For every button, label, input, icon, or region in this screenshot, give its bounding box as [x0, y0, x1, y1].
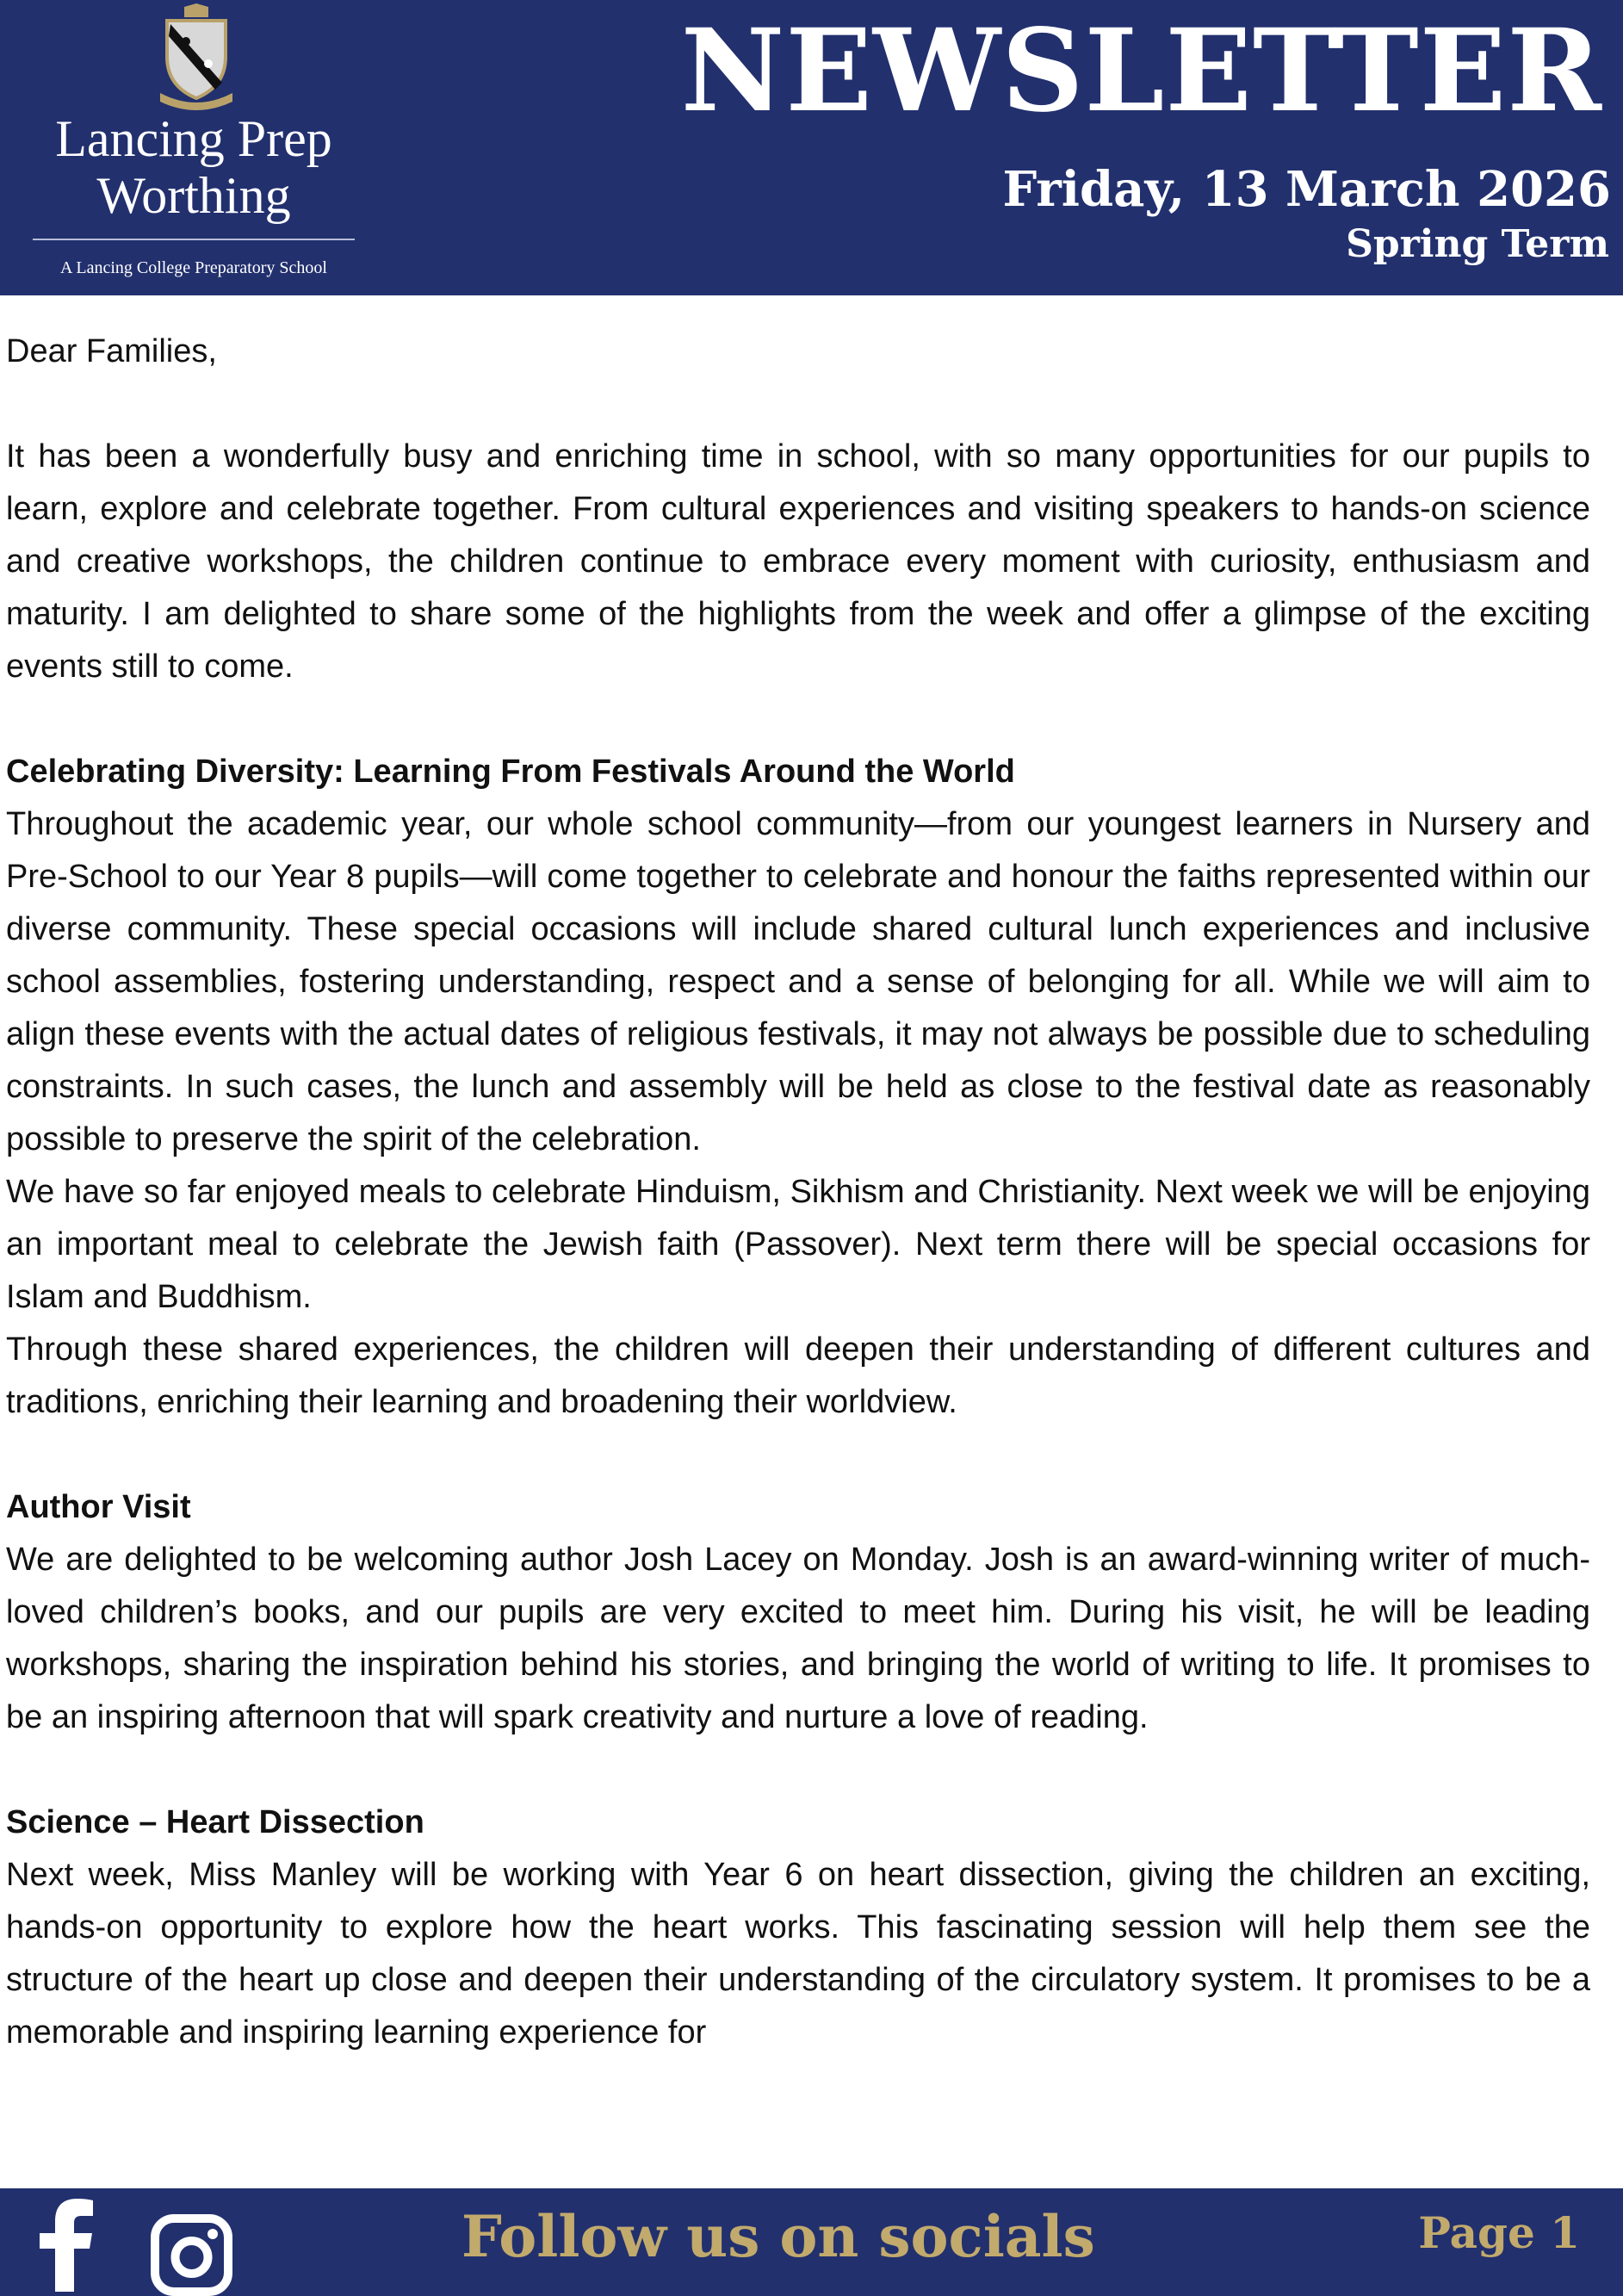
section-paragraph: Throughout the academic year, our whole school community—from our youngest learners in Nursery and Pre-School to our Year 8 pupils—will come together to celebrate and honour the faiths represented within our diverse community. These special occasions will include shared cultural lunch experiences and inclusive school assemblies, fostering understanding, respect and a sense of belonging for all. While we will aim to align these events with the actual dates of religious festivals, it may not always be possible due to scheduling constraints. In such cases, the lunch and assembly will be held as close to the festival date as reasonably possible to preserve the spirit of the celebration.	[6, 806, 1590, 1157]
newsletter-title: NEWSLETTER	[680, 4, 1602, 138]
intro-paragraph: It has been a wonderfully busy and enriching time in school, with so many opportunities for our pupils to learn, explore and celebrate together. From cultural experiences and visiting speakers to hands-on science and creative workshops, the children continue to embrace every moment with curiosity, enthusiasm and maturity. I am delighted to share some of the highlights from the week and offer a glimpse of the exciting events still to come.	[6, 438, 1590, 685]
section-heading-science: Science – Heart Dissection	[6, 1804, 424, 1840]
school-name: Lancing Prep Worthing	[55, 110, 332, 224]
newsletter-term: Spring Term	[1346, 222, 1609, 266]
school-crest-logo	[155, 3, 238, 110]
school-subtitle: A Lancing College Preparatory School	[60, 258, 327, 277]
follow-us-text: Follow us on socials	[462, 2203, 1095, 2270]
newsletter-header	[0, 0, 1623, 295]
instagram-icon[interactable]	[151, 2214, 232, 2296]
section-paragraph: Through these shared experiences, the children will deepen their understanding of different cultures and traditions, enriching their learning and broadening their worldview.	[6, 1331, 1590, 1420]
logo-divider	[33, 239, 355, 240]
facebook-icon[interactable]	[36, 2197, 96, 2292]
section-paragraph: We have so far enjoyed meals to celebrate Hinduism, Sikhism and Christianity. Next week we will be enjoying an important meal to celebrate the Jewish faith (Passover). Next term there will be special occasions for Islam and Buddhism.	[6, 1174, 1590, 1315]
newsletter-date: Friday, 13 March 2026	[1002, 161, 1611, 218]
spacer	[6, 378, 1590, 431]
greeting: Dear Families,	[6, 333, 217, 369]
section-heading-author-visit: Author Visit	[6, 1489, 191, 1525]
page-number: Page 1	[1418, 2207, 1580, 2258]
spacer	[6, 1429, 1590, 1481]
section-paragraph: We are delighted to be welcoming author Josh Lacey on Monday. Josh is an award-winning writer of much-loved children’s books, and our pupils are very excited to meet him. During his visit, he will be leading workshops, sharing the inspiration behind his stories, and bringing the world of writing to life. It promises to be an inspiring afternoon that will spark creativity and nurture a love of reading.	[6, 1542, 1590, 1735]
newsletter-footer	[0, 2188, 1623, 2296]
spacer	[6, 693, 1590, 746]
spacer	[6, 1744, 1590, 1796]
section-paragraph: Next week, Miss Manley will be working with Year 6 on heart dissection, giving the children an exciting, hands-on opportunity to explore how the heart works. This fascinating session will help them see the structure of the heart up close and deepen their understanding of the circulatory system. It promises to be a memorable and inspiring learning experience for	[6, 1857, 1590, 2051]
section-heading-diversity: Celebrating Diversity: Learning From Festivals Around the World	[6, 754, 1015, 790]
newsletter-body	[6, 326, 1590, 2059]
